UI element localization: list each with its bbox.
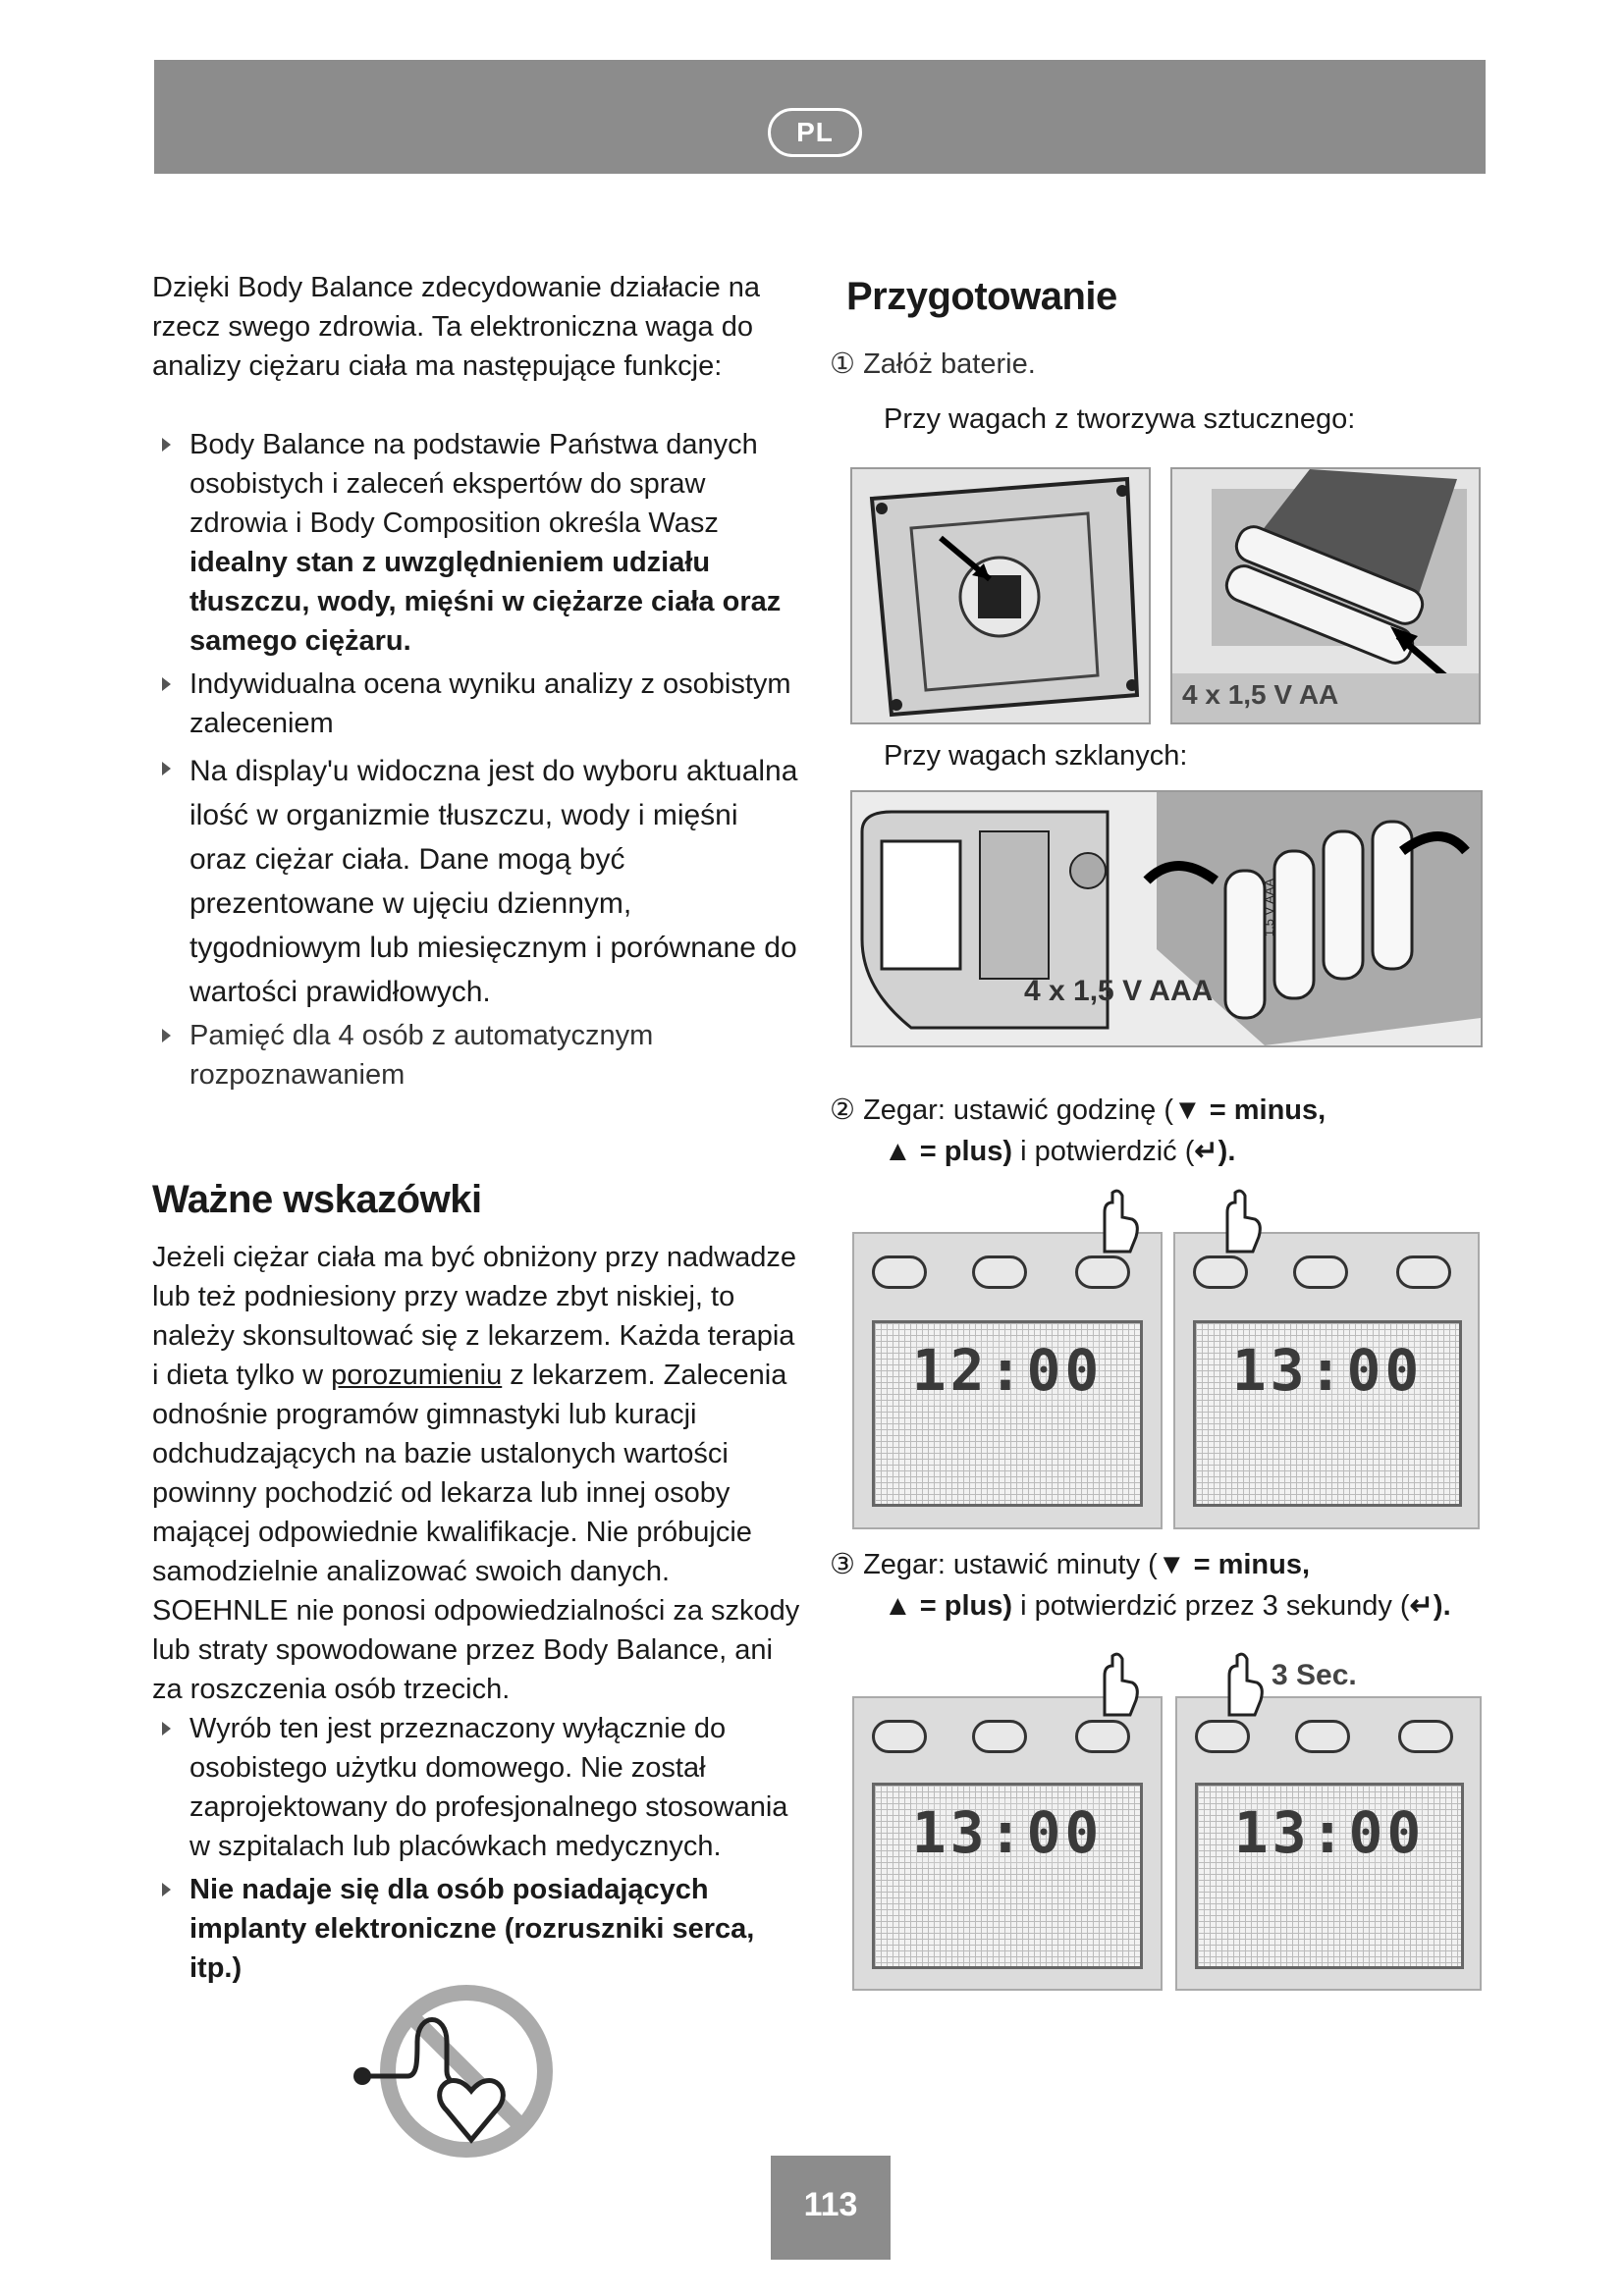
plastic-battery-compartment-image [1170,467,1481,724]
step-number: ① [830,348,855,380]
step-1 [830,345,1036,384]
clock-minute-panel-1 [852,1696,1163,1991]
lcd-time: 13:00 [1231,1337,1424,1404]
step-2 [830,1090,1478,1172]
pointing-hand-icon [1208,1188,1267,1256]
wazne-text: z lekarzem. Zalecenia odnośnie programów gimnastyki lub kuracji odchudzających na bazie ustalonych wartości powinny pochodzić od lekarza lub innej osoby mającej odpowiednie kwalifikacje. Nie próbujcie samodzielnie analizować swoich danych. [152,1360,787,1587]
glass-scale-label: Przy wagach szklanych: [884,740,1188,772]
plastic-battery-label: 4 x 1,5 V AA [1182,679,1339,710]
underlined-word: porozumieniu [331,1360,503,1391]
enter-button-icon [872,1720,927,1753]
pointing-hand-icon [1085,1188,1144,1256]
step-text: ). [1218,1136,1236,1167]
step-3 [830,1544,1488,1627]
clock-hour-panel-1 [852,1232,1163,1529]
step-number: ② [830,1095,855,1126]
enter-icon: ↵ [1409,1590,1434,1622]
up-button-icon [1398,1720,1453,1753]
up-button-icon [1396,1255,1451,1289]
up-button-icon [1075,1255,1130,1289]
feature-item: Pamięć dla 4 osób z automatycznym rozpoznawaniem [152,1016,800,1095]
lcd-display [872,1783,1143,1969]
pointing-hand-icon [1085,1651,1144,1720]
minus-key-label: ▼ = minus, [1173,1095,1326,1126]
plastic-scale-bottom-image [850,467,1151,724]
feature-bold: idealny stan z uwzględnieniem udziału tłuszczu, wody, mięśni w ciężarze ciała oraz samego ciężaru. [189,547,782,657]
enter-icon: ↵ [1194,1136,1218,1167]
down-button-icon [972,1720,1027,1753]
step-text: Zegar: ustawić minuty ( [863,1549,1158,1580]
lcd-time: 13:00 [911,1799,1104,1866]
plastic-scale-label: Przy wagach z tworzywa sztucznego: [884,403,1356,435]
lcd-time: 12:00 [911,1337,1104,1404]
pointing-hand-icon [1210,1651,1269,1720]
glass-battery-image [850,790,1483,1047]
battery-cell-label: 1,5 V AAA [1262,878,1277,937]
feature-item [152,425,800,661]
warning-item-bold: Nie nadaje się dla osób posiadających implanty elektroniczne (rozruszniki serca, itp.) [152,1870,800,1988]
section-heading-wazne: Ważne wskazówki [152,1178,482,1221]
scale-underside-illustration [852,469,1149,722]
hold-duration-label: 3 Sec. [1272,1659,1357,1691]
step-text: i potwierdzić przez 3 sekundy ( [1012,1590,1410,1622]
lcd-display [872,1320,1143,1507]
step-text: ). [1433,1590,1451,1622]
no-pacemaker-icon [349,1983,565,2164]
up-button-icon [1075,1720,1130,1753]
language-badge: PL [768,108,862,157]
section-heading-przygotowanie: Przygotowanie [846,275,1117,318]
clock-minute-panel-2 [1175,1696,1482,1991]
feature-item: Na display'u widoczna jest do wyboru aktualna ilość w organizmie tłuszczu, wody i mięśni oraz ciężar ciała. Dane mogą być prezentowane w ujęciu dziennym, tygodniowym lub miesięcznym i porównane do wartości prawidłowych. [152,749,800,1014]
wazne-paragraph [152,1238,800,1591]
enter-button-icon [872,1255,927,1289]
down-button-icon [1293,1255,1348,1289]
page-number: 113 [771,2156,891,2260]
minus-key-label: ▼ = minus, [1157,1549,1311,1580]
lcd-display [1193,1320,1462,1507]
intro-paragraph: Dzięki Body Balance zdecydowanie działacie na rzecz swego zdrowia. Ta elektroniczna waga do analizy ciężaru ciała ma następujące funkcje: [152,272,761,382]
feature-item: Indywidualna ocena wyniku analizy z osobistym zaleceniem [152,665,800,743]
left-column [152,268,800,1988]
down-button-icon [972,1255,1027,1289]
step-text: Załóż baterie. [863,348,1036,380]
enter-button-icon [1195,1720,1250,1753]
lcd-time: 13:00 [1233,1799,1426,1866]
down-button-icon [1295,1720,1350,1753]
feature-text: Body Balance na podstawie Państwa danych osobistych i zaleceń ekspertów do spraw zdrowia i Body Composition określa Wasz [189,429,758,539]
step-text: Zegar: ustawić godzinę ( [863,1095,1173,1126]
liability-paragraph: SOEHNLE nie ponosi odpowiedzialności za szkody lub straty spowodowane przez Body Balance, ani za roszczenia osób trzecich. [152,1595,800,1705]
wazne-text: Jeżeli ciężar ciała ma być obniżony przy nadwadze lub też podniesiony przy wadze zbyt niskiej, to należy skonsultować się z lekarzem. Każda terapia i dieta tylko w [152,1242,797,1391]
step-text: i potwierdzić ( [1012,1136,1195,1167]
lcd-display [1195,1783,1464,1969]
step-number: ③ [830,1549,855,1580]
clock-hour-panel-2 [1173,1232,1480,1529]
glass-battery-label: 4 x 1,5 V AAA [1024,975,1214,1007]
warning-item: Wyrób ten jest przeznaczony wyłącznie do osobistego użytku domowego. Nie został zaprojektowany do profesjonalnego stosowania w szpitalach lub placówkach medycznych. [152,1709,800,1866]
plus-key-label: ▲ = plus) [884,1590,1013,1622]
enter-button-icon [1193,1255,1248,1289]
plus-key-label: ▲ = plus) [884,1136,1013,1167]
